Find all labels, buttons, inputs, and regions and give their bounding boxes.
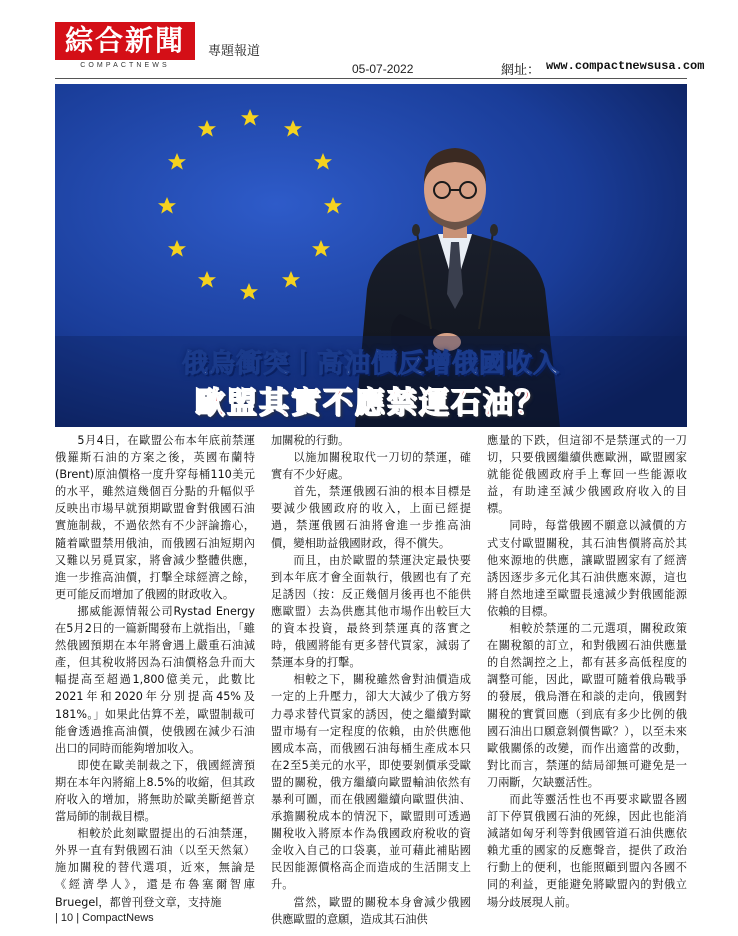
masthead — [0, 0, 738, 84]
header-rule — [55, 78, 687, 79]
paragraph: 當然，歐盟的關稅本身會減少俄國供應歐盟的意願，造成其石油供 — [271, 895, 471, 926]
paragraph: 5月4日，在歐盟公布本年底前禁運俄羅斯石油的方案之後，英國布蘭特(Brent)原油價格一度升穿每桶110美元的水平，雖然這幾個百分點的升幅似乎反映出市場早就預期歐盟會對俄國石油實施制裁，不過依然有不少評論擔心，隨着歐盟禁用俄油，而俄國石油短期內又難以另覓買家，將會減少整體供應，進一步推高油價，打擊全球經濟之餘，更可能反而增加了俄國的財政收入。 — [55, 434, 255, 601]
paragraph: 以施加關稅取代一刀切的禁運，確實有不少好處。 — [271, 451, 471, 482]
section-label: 專題報道 — [208, 44, 261, 59]
publication-logo: 綜合新聞 — [55, 22, 195, 60]
website — [501, 59, 704, 78]
paragraph: 挪威能源情報公司Rystad Energy在5月2日的一篇新聞發布上就指出，「雖然俄國預期在本年將會遇上嚴重石油減產，但其稅收將因為石油價格急升而大幅提高至超過1,800億美元，此數比2021年和2020年分別提高45%及181%。」如果此估算不差，歐盟制裁可能會透過推高油價，使俄國在減少石油出口的同時而能夠增加收入。 — [55, 604, 255, 755]
paragraph: 應量的下跌，但這卻不是禁運式的一刀切，只要俄國繼續供應歐洲，歐盟國家就能從俄國政府手上奪回一些能源收益，有助達至減少俄國政府收入的目標。 — [487, 434, 687, 516]
paragraph: 即使在歐美制裁之下，俄國經濟預期在本年內將縮上8.5%的收縮，但其政府收入的增加，將無助於歐美斷絕普京當局師的制裁目標。 — [55, 758, 255, 824]
article-column-3 — [487, 432, 687, 908]
headline-line-2: 歐盟其實不應禁運石油？ — [195, 386, 547, 421]
paragraph: 加關稅的行動。 — [271, 434, 350, 447]
article-column-2 — [271, 432, 471, 926]
paragraph: 相較於此刻歐盟提出的石油禁運，外界一直有對俄國石油（以至天然氣）施加關稅的替代選項，近來，無論是《經濟學人》，還是布魯塞爾智庫Bruegel，都曾刊登文章，支持施 — [55, 827, 255, 909]
paragraph: 同時，每當俄國不願意以減價的方式支付歐盟關稅，其石油售價將高於其他來源地的供應，讓歐盟國家有了經濟誘因逐步多元化其石油供應來源，這也將自然地達至歐盟長遠減少對俄國能源依賴的目標。 — [487, 519, 687, 618]
website-label: 網址： — [501, 62, 541, 77]
publication-logo-subtitle: COMPACTNEWS — [80, 62, 170, 69]
paragraph: 首先，禁運俄國石油的根本目標是要減少俄國政府的收入，上面已經提過，禁運俄國石油將會進一步推高油價，變相助益俄國財政，得不償失。 — [271, 485, 471, 550]
website-url: www.compactnewsusa.com — [546, 59, 705, 73]
headline — [55, 345, 687, 425]
paragraph: 相較之下，關稅雖然會對油價造成一定的上升壓力，卻大大減少了俄方努力尋求替代買家的誘因，使之繼續對歐盟市場有一定程度的依賴，由於供應他國成本高，而俄國石油每桶生產成本只在2至5美元的水平，即使要剝價承受歐盟的關稅，俄方繼續向歐盟輸油依然有暴利可圖，而在俄國繼續向歐盟供油、承擔關稅成本的情況下，歐盟則可透過關稅收入將原本作為俄國政府稅收的資金收入自己的口袋裏，並可藉此補貼國民因能源價格高企而造成的生活開支上升。 — [271, 673, 471, 892]
paragraph: 而且，由於歐盟的禁運決定最快要到本年底才會全面執行，俄國也有了充足誘因（按：反正幾個月後再也不能供應歐盟）去為供應其他市場作出較巨大的資本投資，最終到禁運真的落實之時，俄國將能有更多替代買家，減弱了禁運本身的打擊。 — [271, 553, 471, 670]
headline-line-1: 俄烏衝突丨高油價反增俄國收入 — [181, 349, 560, 379]
issue-date: 05-07-2022 — [352, 62, 414, 76]
article-column-1 — [55, 432, 255, 908]
paragraph: 而此等靈活性也不再要求歐盟各國訂下停買俄國石油的死線，因此也能消減諸如匈牙利等對俄國管道石油供應依賴尤重的國家的反應聲音，提供了政治行動上的便利，也能照顧到盟內各國不同的利益，更能避免將歐盟內的對俄立場分歧展現人前。 — [487, 792, 687, 909]
page-footer: | 10 | CompactNews — [55, 912, 154, 924]
paragraph: 相較於禁運的二元選項，關稅政策在關稅額的訂立，和對俄國石油供應量的自然調控之上，都有甚多高低程度的調整可能，因此，歐盟可隨着俄烏戰爭的發展，俄烏潛在和談的走向，俄國對關稅的實質回應（到底有多少比例的俄國石油出口願意剝價售歐？），以至未來歐俄關係的改變，而作出適當的改動，對比而言，禁運的結局卻無可避免是一刀兩斷，欠缺靈活性。 — [487, 622, 687, 789]
